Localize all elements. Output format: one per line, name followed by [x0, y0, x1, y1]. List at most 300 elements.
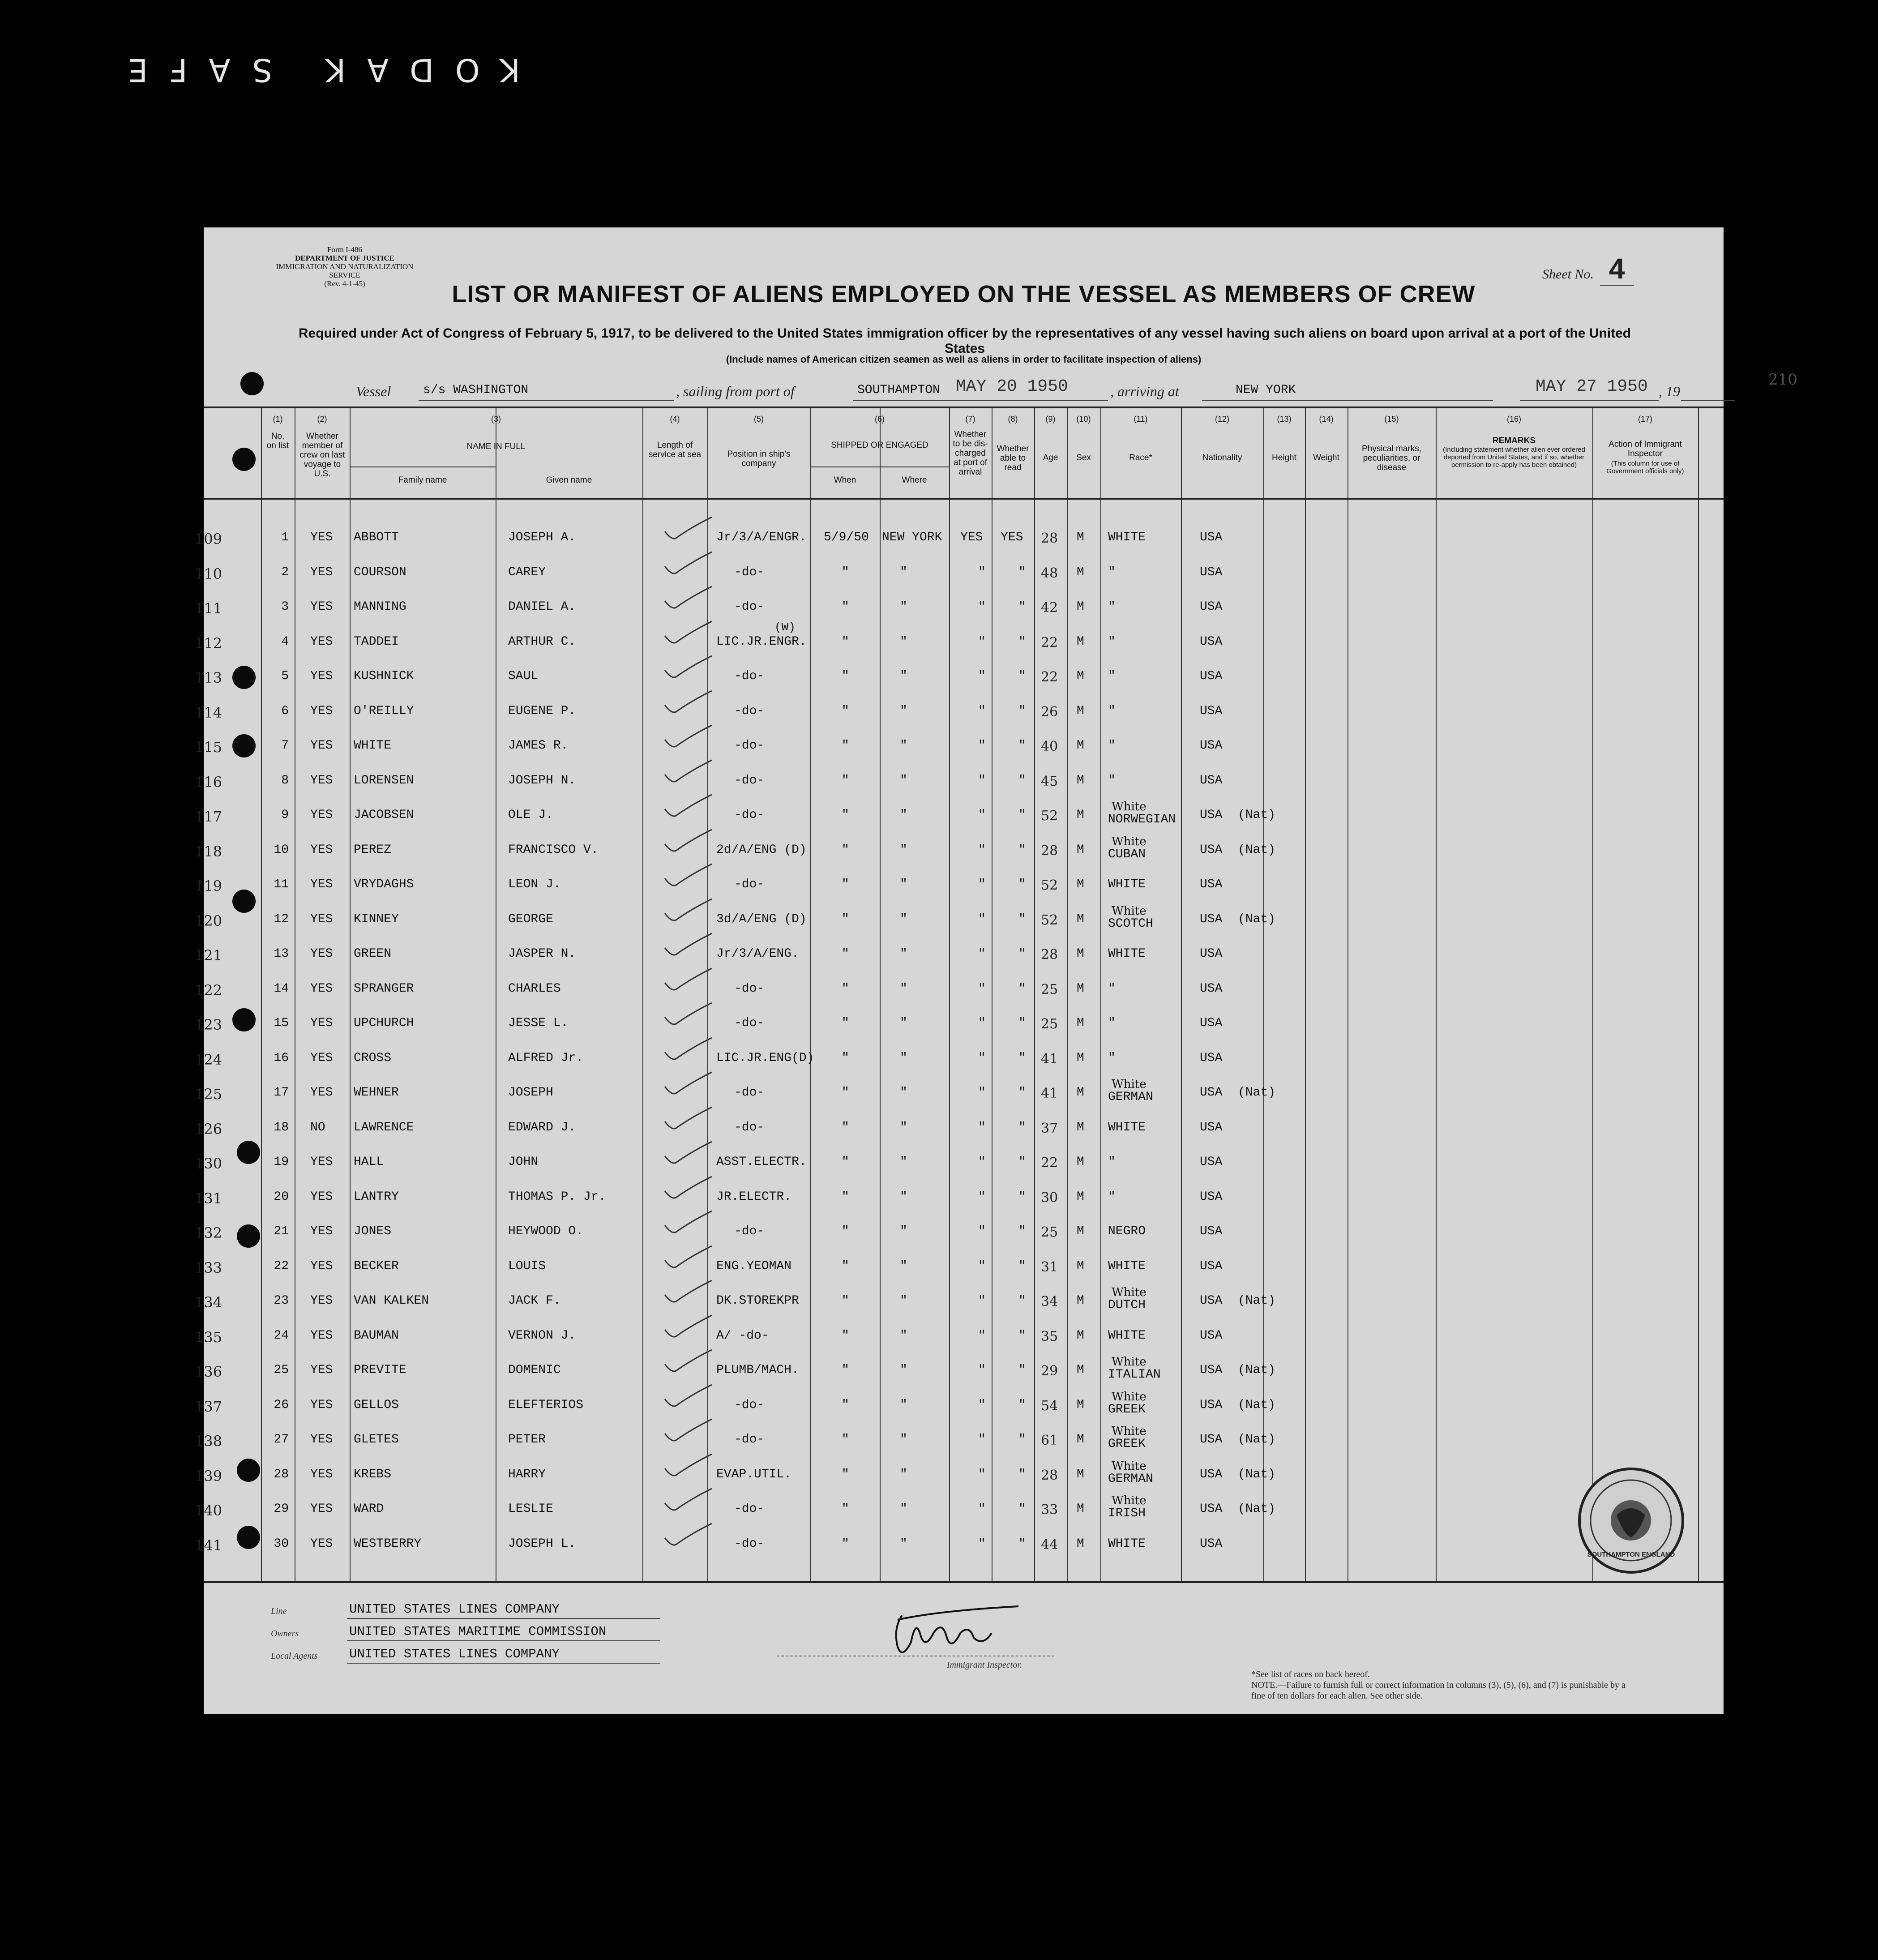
row-discharged: "	[978, 1328, 986, 1343]
row-member: YES	[310, 947, 333, 961]
footnote	[1251, 1669, 1636, 1701]
row-when: "	[842, 1467, 849, 1481]
row-number: 12	[274, 912, 289, 926]
inspector-label: Immigrant Inspector.	[947, 1660, 1022, 1670]
row-ref-number: 120	[195, 912, 222, 929]
row-family-name: MANNING	[354, 600, 406, 614]
row-sex: M	[1077, 739, 1084, 753]
row-age: 22	[1041, 1155, 1058, 1171]
row-when: "	[842, 1433, 849, 1446]
row-discharged: "	[978, 912, 986, 926]
row-when: "	[842, 1051, 849, 1065]
row-where: "	[900, 808, 907, 822]
row-race: WHITE	[1108, 1259, 1146, 1273]
row-when: "	[842, 739, 849, 753]
row-nationality: USA	[1200, 1016, 1223, 1030]
header-position: Position in ship's company	[727, 449, 791, 468]
row-nationality: USA	[1200, 947, 1223, 961]
row-nationality: USA	[1200, 1259, 1223, 1273]
row-sex: M	[1077, 1433, 1084, 1446]
row-given-name: DANIEL A.	[508, 600, 576, 614]
header-shipped-engaged: SHIPPED OR ENGAGED	[831, 441, 928, 450]
row-when: "	[842, 1190, 849, 1204]
row-member: YES	[310, 739, 333, 753]
row-race-annotation: White	[1112, 1078, 1146, 1091]
row-age: 31	[1041, 1259, 1058, 1275]
row-sex: M	[1077, 1086, 1084, 1100]
row-where: "	[900, 947, 907, 961]
row-able-to-read: "	[1018, 634, 1026, 649]
row-given-name: LOUIS	[508, 1259, 546, 1273]
row-position: -do-	[734, 981, 765, 996]
row-member: YES	[310, 1294, 333, 1308]
row-where: "	[900, 669, 907, 683]
form-line: Form I-486	[327, 245, 362, 254]
row-when: 5/9/50	[824, 531, 869, 544]
row-position: -do-	[734, 877, 765, 891]
row-able-to-read: "	[1018, 1398, 1026, 1412]
row-age: 22	[1041, 669, 1058, 685]
row-where: "	[900, 981, 907, 996]
header-sex: Sex	[1076, 453, 1091, 462]
row-where: "	[900, 1016, 907, 1030]
form-line: DEPARTMENT OF JUSTICE	[295, 254, 394, 262]
row-when: "	[842, 773, 849, 787]
row-age: 52	[1041, 877, 1058, 893]
row-where: "	[900, 739, 907, 753]
row-member: YES	[310, 1259, 333, 1273]
row-sex: M	[1077, 1190, 1084, 1204]
row-number: 1	[281, 531, 289, 544]
row-able-to-read: YES	[1001, 531, 1023, 544]
row-position: ENG.YEOMAN	[716, 1259, 792, 1273]
header-nationality: Nationality	[1202, 453, 1242, 462]
row-number: 14	[274, 981, 289, 996]
row-discharged: YES	[960, 531, 983, 544]
row-where: "	[900, 565, 907, 579]
check-mark-icon	[660, 722, 719, 753]
row-race: "	[1108, 565, 1116, 579]
row-ref-number: 131	[195, 1190, 222, 1207]
row-position: -do-	[734, 1086, 765, 1100]
row-discharged: "	[978, 739, 986, 753]
row-member: YES	[310, 1224, 333, 1238]
row-race-annotation: White	[1112, 1355, 1146, 1369]
row-age: 44	[1041, 1536, 1058, 1553]
row-race: "	[1108, 981, 1116, 996]
row-when: "	[842, 1363, 849, 1377]
check-mark-icon	[660, 1138, 719, 1169]
row-member: YES	[310, 669, 333, 683]
row-given-name: THOMAS P. Jr.	[508, 1190, 606, 1204]
row-sex: M	[1077, 531, 1084, 544]
row-able-to-read: "	[1018, 912, 1026, 926]
row-age: 61	[1041, 1433, 1058, 1448]
row-member: YES	[310, 1433, 333, 1446]
col-num: (13)	[1277, 415, 1292, 424]
header-age: Age	[1043, 453, 1058, 462]
header-action-note: (This column for use of Government officials only)	[1606, 460, 1684, 475]
row-ref-number: 134	[195, 1294, 222, 1311]
row-family-name: BAUMAN	[354, 1328, 399, 1343]
row-given-name: OLE J.	[508, 808, 553, 822]
row-ref-number: 111	[195, 600, 222, 617]
row-when: "	[842, 912, 849, 926]
col-num: (5)	[754, 415, 764, 424]
row-race-annotation: White	[1112, 1390, 1146, 1404]
row-able-to-read: "	[1018, 947, 1026, 961]
table-row	[195, 1529, 1724, 1563]
row-age: 28	[1041, 947, 1058, 963]
row-ref-number: 132	[195, 1224, 222, 1241]
check-mark-icon	[660, 860, 719, 892]
row-race: NORWEGIAN	[1108, 813, 1176, 826]
row-nationality: USA	[1200, 704, 1223, 718]
row-nationality: USA	[1200, 981, 1223, 996]
row-age: 45	[1041, 773, 1058, 789]
check-mark-icon	[660, 1312, 719, 1343]
row-sex: M	[1077, 947, 1084, 961]
row-number: 5	[281, 669, 289, 683]
row-family-name: JACOBSEN	[354, 808, 414, 822]
arrival-date-stamp: MAY 27 1950	[1536, 377, 1648, 396]
check-mark-icon	[660, 1277, 719, 1308]
table-row	[195, 1043, 1724, 1078]
check-mark-icon	[660, 583, 719, 614]
row-naturalized: (Nat)	[1238, 1467, 1276, 1481]
row-member: YES	[310, 1016, 333, 1030]
row-sex: M	[1077, 1259, 1084, 1273]
row-when: "	[842, 1155, 849, 1169]
row-naturalized: (Nat)	[1238, 843, 1276, 857]
table-row	[195, 1459, 1724, 1494]
row-nationality: USA	[1200, 634, 1223, 649]
row-sex: M	[1077, 843, 1084, 857]
row-when: "	[842, 600, 849, 614]
row-race-annotation: White	[1112, 1459, 1146, 1473]
row-nationality: USA	[1200, 1224, 1223, 1238]
row-discharged: "	[978, 981, 986, 996]
col-num: (1)	[273, 415, 283, 424]
row-sex: M	[1077, 1398, 1084, 1412]
row-discharged: "	[978, 634, 986, 649]
row-number: 22	[274, 1259, 289, 1273]
check-mark-icon	[660, 930, 719, 961]
row-member: YES	[310, 773, 333, 787]
row-where: "	[900, 1502, 907, 1516]
vessel-label: Vessel	[356, 383, 391, 399]
row-nationality: USA	[1200, 1051, 1223, 1065]
row-position: JR.ELECTR.	[716, 1190, 792, 1204]
row-when: "	[842, 565, 849, 579]
table-row	[195, 1147, 1724, 1181]
row-given-name: EDWARD J.	[508, 1120, 576, 1134]
row-position: EVAP.UTIL.	[716, 1467, 792, 1481]
check-mark-icon	[660, 1520, 719, 1551]
row-discharged: "	[978, 1467, 986, 1481]
row-family-name: COURSON	[354, 565, 406, 579]
row-when: "	[842, 634, 849, 649]
row-discharged: "	[978, 600, 986, 614]
vessel-line	[356, 371, 1797, 402]
row-member: YES	[310, 600, 333, 614]
table-row	[195, 1078, 1724, 1112]
row-where: "	[900, 1051, 907, 1065]
row-number: 9	[281, 808, 289, 822]
col-num: (10)	[1076, 415, 1091, 424]
col-num: (8)	[1008, 415, 1018, 424]
subtitle-note: (Include names of American citizen seamen as well as aliens in order to facilitate inspection of aliens)	[726, 354, 1202, 365]
row-discharged: "	[978, 1398, 986, 1412]
row-where: "	[900, 1328, 907, 1343]
row-age: 52	[1041, 912, 1058, 928]
row-sex: M	[1077, 877, 1084, 891]
row-given-name: LEON J.	[508, 877, 561, 891]
check-mark-icon	[660, 757, 719, 788]
row-position: Jr/3/A/ENGR.	[716, 531, 807, 544]
row-naturalized: (Nat)	[1238, 808, 1276, 822]
row-position: -do-	[734, 773, 765, 787]
row-nationality: USA	[1200, 877, 1223, 891]
table-row	[195, 1008, 1724, 1043]
row-race: CUBAN	[1108, 847, 1146, 861]
check-mark-icon	[660, 999, 719, 1031]
row-ref-number: 137	[195, 1398, 222, 1415]
row-discharged: "	[978, 1433, 986, 1446]
row-nationality: USA	[1200, 912, 1223, 926]
row-number: 19	[274, 1155, 289, 1169]
owners-label: Owners	[271, 1629, 299, 1639]
row-member: YES	[310, 1328, 333, 1343]
page-title: LIST OR MANIFEST OF ALIENS EMPLOYED ON THE VESSEL AS MEMBERS OF CREW	[452, 281, 1476, 308]
row-ref-number: 121	[195, 947, 222, 964]
col-num: (6)	[875, 415, 885, 424]
row-where: "	[900, 1294, 907, 1308]
subtitle: Required under Act of Congress of February 5, 1917, to be delivered to the United States immigration officer by the representatives of any vessel having such aliens on board upon arrival at a port of the United States	[298, 326, 1631, 356]
header-given-name: Given name	[546, 475, 592, 485]
row-family-name: GELLOS	[354, 1398, 399, 1412]
row-where: "	[900, 843, 907, 857]
form-line: IMMIGRATION AND NATURALIZATION SERVICE	[276, 262, 414, 279]
row-position: -do-	[734, 1502, 765, 1516]
year-suffix: , 19	[1659, 383, 1680, 399]
row-able-to-read: "	[1018, 1051, 1026, 1065]
row-sex: M	[1077, 981, 1084, 996]
row-number: 18	[274, 1120, 289, 1134]
row-age: 30	[1041, 1190, 1058, 1206]
row-where: "	[900, 1120, 907, 1134]
row-race: "	[1108, 634, 1116, 649]
check-mark-icon	[660, 618, 719, 649]
row-able-to-read: "	[1018, 1502, 1026, 1516]
row-race-annotation: White	[1112, 800, 1146, 813]
row-number: 24	[274, 1328, 289, 1343]
row-number: 30	[274, 1536, 289, 1551]
arrival-port: NEW YORK	[1236, 383, 1296, 397]
row-sex: M	[1077, 808, 1084, 822]
row-nationality: USA	[1200, 1502, 1223, 1516]
row-given-name: HEYWOOD O.	[508, 1224, 584, 1238]
row-number: 17	[274, 1086, 289, 1100]
row-ref-number: 123	[195, 1016, 222, 1033]
row-able-to-read: "	[1018, 739, 1026, 753]
row-position: Jr/3/A/ENG.	[716, 947, 799, 961]
row-able-to-read: "	[1018, 1259, 1026, 1273]
row-able-to-read: "	[1018, 1120, 1026, 1134]
row-discharged: "	[978, 1190, 986, 1204]
row-discharged: "	[978, 1120, 986, 1134]
row-family-name: LORENSEN	[354, 773, 414, 787]
table-row	[195, 661, 1724, 696]
row-family-name: O'REILLY	[354, 704, 414, 718]
row-race: "	[1108, 1016, 1116, 1030]
row-family-name: LANTRY	[354, 1190, 399, 1204]
row-when: "	[842, 947, 849, 961]
row-position: A/ -do-	[716, 1328, 769, 1343]
row-number: 27	[274, 1433, 289, 1446]
row-ref-number: 122	[195, 981, 222, 999]
table-row	[195, 620, 1724, 661]
row-family-name: WESTBERRY	[354, 1536, 422, 1551]
row-member: NO	[310, 1120, 325, 1134]
row-age: 25	[1041, 981, 1058, 997]
row-discharged: "	[978, 1016, 986, 1030]
col-num: (12)	[1215, 415, 1229, 424]
row-ref-number: 115	[195, 739, 222, 756]
row-number: 20	[274, 1190, 289, 1204]
row-race: "	[1108, 1051, 1116, 1065]
row-nationality: USA	[1200, 843, 1223, 857]
table-row	[195, 1355, 1724, 1390]
row-sex: M	[1077, 1467, 1084, 1481]
row-number: 7	[281, 739, 289, 753]
row-given-name: VERNON J.	[508, 1328, 576, 1343]
row-able-to-read: "	[1018, 669, 1026, 683]
row-able-to-read: "	[1018, 600, 1026, 614]
row-discharged: "	[978, 1051, 986, 1065]
row-position-annotation: (W)	[774, 620, 796, 634]
row-where: "	[900, 1433, 907, 1446]
row-discharged: "	[978, 1259, 986, 1273]
row-race: WHITE	[1108, 1536, 1146, 1551]
row-nationality: USA	[1200, 1155, 1223, 1169]
header-weight: Weight	[1313, 453, 1339, 462]
row-able-to-read: "	[1018, 877, 1026, 891]
row-when: "	[842, 843, 849, 857]
row-nationality: USA	[1200, 1398, 1223, 1412]
row-family-name: KUSHNICK	[354, 669, 414, 683]
row-family-name: UPCHURCH	[354, 1016, 414, 1030]
row-race: GREEK	[1108, 1437, 1146, 1451]
row-sex: M	[1077, 912, 1084, 926]
row-given-name: JOSEPH A.	[508, 531, 576, 544]
check-mark-icon	[660, 826, 719, 857]
row-ref-number: 109	[195, 531, 222, 548]
row-naturalized: (Nat)	[1238, 1086, 1276, 1100]
check-mark-icon	[660, 1346, 719, 1378]
row-member: YES	[310, 1190, 333, 1204]
table-row	[195, 1286, 1724, 1320]
vessel-name: s/s WASHINGTON	[423, 383, 529, 397]
row-family-name: WEHNER	[354, 1086, 399, 1100]
row-member: YES	[310, 1536, 333, 1551]
header-height: Height	[1272, 453, 1296, 462]
table-row	[195, 1494, 1724, 1528]
row-ref-number: 112	[195, 634, 222, 652]
row-number: 23	[274, 1294, 289, 1308]
row-discharged: "	[978, 947, 986, 961]
row-able-to-read: "	[1018, 1190, 1026, 1204]
row-where: "	[900, 1224, 907, 1238]
row-member: YES	[310, 981, 333, 996]
col-num: (15)	[1384, 415, 1399, 424]
row-age: 28	[1041, 843, 1058, 859]
row-family-name: KINNEY	[354, 912, 399, 926]
line-value: UNITED STATES LINES COMPANY	[349, 1602, 560, 1617]
row-ref-number: 110	[195, 565, 222, 582]
row-race: "	[1108, 773, 1116, 787]
row-able-to-read: "	[1018, 1294, 1026, 1308]
table-row	[195, 800, 1724, 834]
row-able-to-read: "	[1018, 1536, 1026, 1551]
header-when: When	[834, 475, 856, 485]
row-nationality: USA	[1200, 1086, 1223, 1100]
table-row	[195, 869, 1724, 904]
check-mark-icon	[660, 1242, 719, 1274]
row-given-name: FRANCISCO V.	[508, 843, 599, 857]
row-age: 41	[1041, 1086, 1058, 1101]
row-where: "	[900, 1155, 907, 1169]
row-age: 41	[1041, 1051, 1058, 1067]
row-discharged: "	[978, 1155, 986, 1169]
row-sex: M	[1077, 669, 1084, 683]
row-position: DK.STOREKPR	[716, 1294, 799, 1308]
row-sex: M	[1077, 1051, 1084, 1065]
row-able-to-read: "	[1018, 565, 1026, 579]
row-sex: M	[1077, 1363, 1084, 1377]
row-sex: M	[1077, 1224, 1084, 1238]
row-position: ASST.ELECTR.	[716, 1155, 807, 1169]
row-age: 28	[1041, 531, 1058, 546]
row-able-to-read: "	[1018, 704, 1026, 718]
arriving-label: , arriving at	[1110, 383, 1179, 399]
row-position: -do-	[734, 1433, 765, 1446]
row-sex: M	[1077, 1120, 1084, 1134]
row-able-to-read: "	[1018, 1328, 1026, 1343]
row-when: "	[842, 1086, 849, 1100]
row-discharged: "	[978, 808, 986, 822]
row-family-name: TADDEI	[354, 634, 399, 649]
row-naturalized: (Nat)	[1238, 1433, 1276, 1446]
row-number: 16	[274, 1051, 289, 1065]
row-given-name: JACK F.	[508, 1294, 561, 1308]
row-family-name: WHITE	[354, 739, 392, 753]
table-row	[195, 696, 1724, 731]
row-discharged: "	[978, 1363, 986, 1377]
row-family-name: PEREZ	[354, 843, 392, 857]
row-able-to-read: "	[1018, 981, 1026, 996]
row-where: "	[900, 1467, 907, 1481]
row-number: 10	[274, 843, 289, 857]
line-label: Line	[271, 1606, 287, 1616]
row-age: 42	[1041, 600, 1058, 616]
sailing-date-stamp: MAY 20 1950	[956, 377, 1068, 396]
row-given-name: JOHN	[508, 1155, 539, 1169]
row-when: "	[842, 1398, 849, 1412]
row-ref-number: 140	[195, 1502, 222, 1519]
row-when: "	[842, 981, 849, 996]
footer	[204, 1593, 1724, 1709]
